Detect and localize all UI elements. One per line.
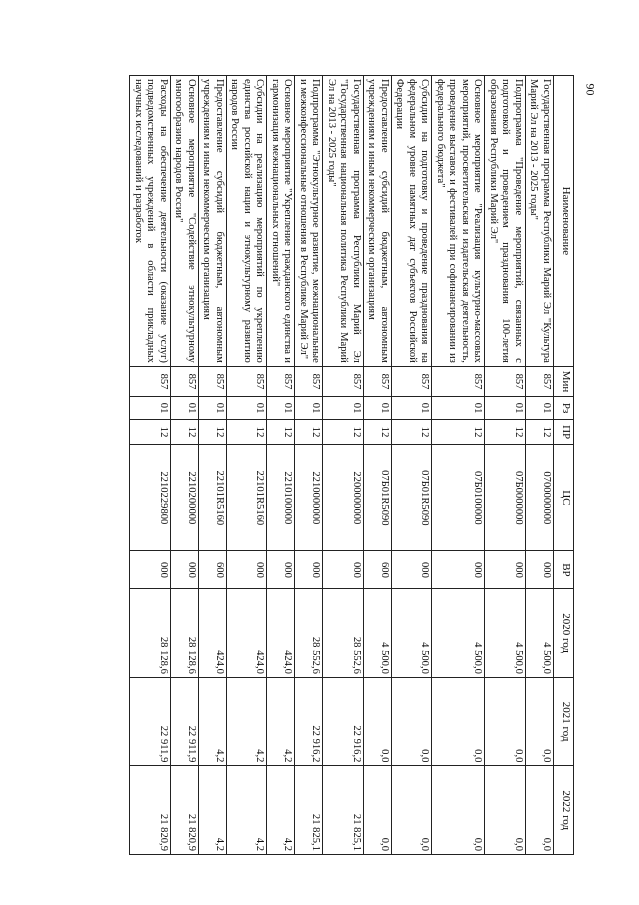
cell-cs: 07Б01R5090 <box>392 445 433 551</box>
cell-vr: 000 <box>392 551 433 589</box>
cell-min: 857 <box>526 366 554 396</box>
cell-min: 857 <box>323 366 364 396</box>
header-2020: 2020 год <box>554 589 574 678</box>
cell-2020: 4 500,0 <box>485 589 526 678</box>
cell-name: Основное мероприятие "Реализация культурно-массовых мероприятий, просветительская и издательская деятельность, проведение выставок и фестивалей при софинансировании из федерального бюджета" <box>432 76 485 367</box>
cell-cs: 0700000000 <box>526 445 554 551</box>
cell-rz: 01 <box>295 397 323 420</box>
cell-cs: 2210100000 <box>267 445 295 551</box>
cell-2021: 0,0 <box>392 677 433 766</box>
cell-2021: 22 911,9 <box>130 677 171 766</box>
cell-pr: 12 <box>323 419 364 444</box>
header-rz: Рз <box>554 397 574 420</box>
cell-min: 857 <box>267 366 295 396</box>
cell-2020: 28 128,6 <box>171 589 199 678</box>
cell-pr: 12 <box>130 419 171 444</box>
cell-rz: 01 <box>323 397 364 420</box>
cell-pr: 12 <box>392 419 433 444</box>
cell-cs: 2210229800 <box>130 445 171 551</box>
cell-2021: 22 911,9 <box>171 677 199 766</box>
cell-name: Основное мероприятие "Укрепление гражданского единства и гармонизация межнациональных отношений" <box>267 76 295 367</box>
table-row <box>227 76 268 855</box>
table-row <box>526 76 554 855</box>
cell-2022: 21 825,1 <box>323 766 364 855</box>
cell-pr: 12 <box>526 419 554 444</box>
cell-rz: 01 <box>267 397 295 420</box>
table-row <box>392 76 433 855</box>
cell-2022: 0,0 <box>364 766 392 855</box>
cell-pr: 12 <box>199 419 227 444</box>
cell-pr: 12 <box>267 419 295 444</box>
cell-cs: 07Б0100000 <box>432 445 485 551</box>
header-vr: ВР <box>554 551 574 589</box>
cell-pr: 12 <box>171 419 199 444</box>
cell-pr: 12 <box>432 419 485 444</box>
cell-name: Подпрограмма "Этнокультурное развитие, межнациональные и межконфессиональные отношения в Республике Марий Эл" <box>295 76 323 367</box>
cell-2020: 4 500,0 <box>392 589 433 678</box>
cell-name: Субсидии на подготовку и проведение празднования на федеральном уровне памятных дат субъектов Российской Федерации <box>392 76 433 367</box>
header-pr: ПР <box>554 419 574 444</box>
cell-rz: 01 <box>364 397 392 420</box>
cell-min: 857 <box>171 366 199 396</box>
cell-rz: 01 <box>392 397 433 420</box>
cell-name: Основное мероприятие "Содействие этнокультурному многообразию народов России" <box>171 76 199 367</box>
table-row <box>295 76 323 855</box>
cell-cs: 2200000000 <box>323 445 364 551</box>
cell-min: 857 <box>295 366 323 396</box>
cell-name: Предоставление субсидий бюджетным, автономным учреждениям и иным некоммерческим организациям <box>364 76 392 367</box>
cell-vr: 000 <box>130 551 171 589</box>
table-row <box>130 76 171 855</box>
cell-2022: 4,2 <box>267 766 295 855</box>
cell-2022: 0,0 <box>526 766 554 855</box>
cell-2021: 22 916,2 <box>323 677 364 766</box>
cell-vr: 000 <box>171 551 199 589</box>
cell-rz: 01 <box>227 397 268 420</box>
cell-rz: 01 <box>199 397 227 420</box>
page-number: 90 <box>583 83 598 96</box>
cell-2021: 22 916,2 <box>295 677 323 766</box>
cell-2020: 4 500,0 <box>526 589 554 678</box>
cell-cs: 22101R5160 <box>227 445 268 551</box>
cell-cs: 2210200000 <box>171 445 199 551</box>
cell-2020: 4 500,0 <box>432 589 485 678</box>
cell-2021: 4,2 <box>227 677 268 766</box>
cell-2022: 21 820,9 <box>171 766 199 855</box>
cell-vr: 000 <box>485 551 526 589</box>
cell-rz: 01 <box>130 397 171 420</box>
cell-cs: 07Б0000000 <box>485 445 526 551</box>
cell-vr: 000 <box>526 551 554 589</box>
table-row <box>323 76 364 855</box>
rotated-table-container <box>96 75 574 855</box>
cell-cs: 22101R5160 <box>199 445 227 551</box>
cell-2021: 0,0 <box>485 677 526 766</box>
cell-min: 857 <box>392 366 433 396</box>
cell-cs: 2210000000 <box>295 445 323 551</box>
header-row <box>554 76 574 855</box>
cell-name: Расходы на обеспечение деятельности (оказание услуг) подведомственных учреждений в области прикладных научных исследований и разработок <box>130 76 171 367</box>
header-name: Наименование <box>554 76 574 367</box>
cell-name: Предоставление субсидий бюджетным, автономным учреждениям и иным некоммерческим организациям <box>199 76 227 367</box>
cell-min: 857 <box>364 366 392 396</box>
cell-pr: 12 <box>295 419 323 444</box>
cell-2020: 28 128,6 <box>130 589 171 678</box>
cell-rz: 01 <box>485 397 526 420</box>
cell-cs: 07Б01R5090 <box>364 445 392 551</box>
table-row <box>199 76 227 855</box>
cell-min: 857 <box>227 366 268 396</box>
table-row <box>432 76 485 855</box>
cell-pr: 12 <box>227 419 268 444</box>
cell-2020: 28 552,6 <box>323 589 364 678</box>
header-cs: ЦС <box>554 445 574 551</box>
table-row <box>171 76 199 855</box>
cell-vr: 600 <box>199 551 227 589</box>
cell-name: Подпрограмма "Проведение мероприятий, связанных с подготовкой и проведением празднования 100-летия образования Республики Марий Эл" <box>485 76 526 367</box>
cell-2022: 21 825,1 <box>295 766 323 855</box>
cell-min: 857 <box>485 366 526 396</box>
cell-2022: 4,2 <box>227 766 268 855</box>
cell-2020: 4 500,0 <box>364 589 392 678</box>
header-2022: 2022 год <box>554 766 574 855</box>
cell-vr: 000 <box>227 551 268 589</box>
cell-pr: 12 <box>485 419 526 444</box>
cell-2022: 0,0 <box>432 766 485 855</box>
cell-2021: 4,2 <box>267 677 295 766</box>
table-body <box>130 76 554 855</box>
cell-min: 857 <box>432 366 485 396</box>
cell-2021: 0,0 <box>364 677 392 766</box>
cell-pr: 12 <box>364 419 392 444</box>
cell-name: Субсидии на реализацию мероприятий по укреплению единства российской нации и этнокультурному развитию народов России <box>227 76 268 367</box>
cell-vr: 000 <box>323 551 364 589</box>
cell-name: Государственная программа Республики Марий Эл "Государственная национальная политика Республики Марий Эл на 2013 - 2025 годы" <box>323 76 364 367</box>
cell-vr: 600 <box>364 551 392 589</box>
table-row <box>267 76 295 855</box>
cell-2020: 424,0 <box>199 589 227 678</box>
cell-2020: 424,0 <box>227 589 268 678</box>
header-min: Мин <box>554 366 574 396</box>
cell-min: 857 <box>199 366 227 396</box>
cell-2020: 424,0 <box>267 589 295 678</box>
cell-name: Государственная программа Республики Марий Эл "Культура Марий Эл на 2013 - 2025 годы" <box>526 76 554 367</box>
cell-min: 857 <box>130 366 171 396</box>
cell-2021: 0,0 <box>432 677 485 766</box>
cell-2022: 4,2 <box>199 766 227 855</box>
cell-2022: 0,0 <box>485 766 526 855</box>
cell-rz: 01 <box>526 397 554 420</box>
cell-vr: 000 <box>267 551 295 589</box>
cell-2022: 21 820,9 <box>130 766 171 855</box>
cell-rz: 01 <box>171 397 199 420</box>
cell-2022: 0,0 <box>392 766 433 855</box>
cell-2021: 0,0 <box>526 677 554 766</box>
budget-table <box>130 75 575 855</box>
cell-rz: 01 <box>432 397 485 420</box>
cell-2020: 28 552,6 <box>295 589 323 678</box>
table-row <box>485 76 526 855</box>
cell-vr: 000 <box>295 551 323 589</box>
table-row <box>364 76 392 855</box>
cell-vr: 000 <box>432 551 485 589</box>
header-2021: 2021 год <box>554 677 574 766</box>
cell-2021: 4,2 <box>199 677 227 766</box>
